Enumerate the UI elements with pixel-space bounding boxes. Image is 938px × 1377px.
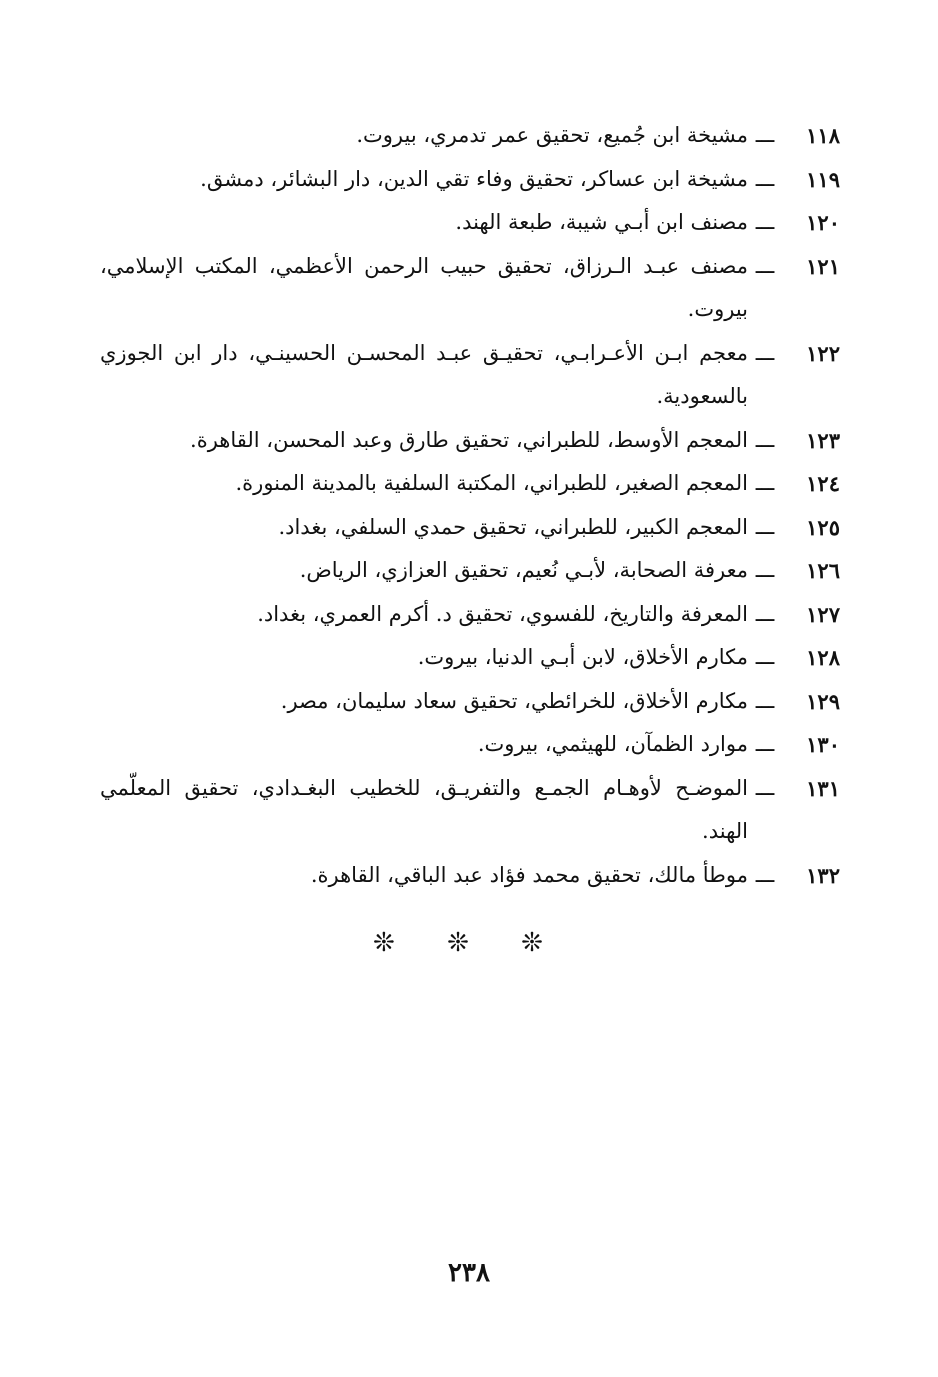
entry-dash: ـــ [755,471,775,495]
entry-dash: ـــ [755,253,775,278]
reference-list [100,114,840,897]
entry-text: الموضـح لأوهـام الجمـع والتفريـق، للخطيب البغـدادي، تحقيق المعلّمي الهند. [100,775,748,843]
entry-number: ١٢١ [806,253,840,279]
entry-number: ١٢٤ [806,471,840,496]
entry-text: المعجم الكبير، للطبراني، تحقيق حمدي السلفي، بغداد. [278,514,748,539]
reference-entry-122 [100,332,840,419]
entry-text: موارد الظمآن، للهيثمي، بيروت. [477,732,748,756]
reference-entry-124 [100,462,840,506]
entry-dash: ـــ [755,645,775,669]
entry-text: المعجم الأوسط، للطبراني، تحقيق طارق وعبد المحسن، القاهرة. [190,427,748,452]
reference-entry-128 [100,636,840,680]
reference-entry-132 [100,854,840,898]
entry-text: مشيخة ابن عساكر، تحقيق وفاء تقي الدين، دار البشائر، دمشق. [200,166,748,191]
entry-text: موطأ مالك، تحقيق محمد فؤاد عبد الباقي، القاهرة. [310,862,748,887]
entry-number: ١٢٣ [806,427,840,453]
entry-number: ١٣١ [806,775,840,801]
entry-text: مصنف عبـد الـرزاق، تحقيق حبيب الرحمن الأعظمي، المكتب الإسلامي، بيروت. [100,253,748,321]
entry-number: ١٣٠ [806,732,840,757]
reference-entry-119 [100,158,840,202]
entry-text: المعجم الصغير، للطبراني، المكتبة السلفية بالمدينة المنورة. [235,471,748,495]
entry-dash: ـــ [755,732,775,756]
entry-number: ١٢٧ [806,601,840,627]
page-number: ٢٣٨ [448,1258,490,1288]
entry-dash: ـــ [755,166,775,191]
reference-entry-123 [100,419,840,463]
reference-entry-118 [100,114,840,158]
reference-entry-131 [100,767,840,854]
reference-entry-126 [100,549,840,593]
entry-text: مكارم الأخلاق، لابن أبـي الدنيا، بيروت. [417,645,748,669]
reference-entry-125 [100,506,840,550]
entry-dash: ـــ [755,514,775,539]
reference-entry-129 [100,680,840,724]
entry-number: ١١٨ [806,123,840,148]
entry-text: معرفة الصحابة، لأبـي نُعيم، تحقيق العزازي، الرياض. [299,558,748,582]
reference-entry-130 [100,723,840,767]
entry-number: ١٣٢ [806,862,840,888]
entry-number: ١٢٩ [806,688,840,714]
entry-dash: ـــ [755,558,775,582]
entry-text: معجم ابـن الأعـرابـي، تحقيـق عبـد المحسـن الحسينـي، دار ابن الجوزي بالسعودية. [100,340,748,408]
entry-dash: ـــ [755,427,775,452]
section-divider-ornament: ❊ ❊ ❊ [373,928,565,958]
entry-dash: ـــ [755,210,775,234]
entry-text: مصنف ابن أبـي شيبة، طبعة الهند. [455,210,748,234]
entry-dash: ـــ [755,775,775,800]
entry-number: ١٢٦ [806,558,840,583]
entry-dash: ـــ [755,862,775,887]
entry-text: مشيخة ابن جُميع، تحقيق عمر تدمري، بيروت. [356,123,748,147]
entry-number: ١٢٠ [806,210,840,235]
reference-entry-120 [100,201,840,245]
entry-text: مكارم الأخلاق، للخرائطي، تحقيق سعاد سليمان، مصر. [280,688,748,713]
entry-text: المعرفة والتاريخ، للفسوي، تحقيق د. أكرم العمري، بغداد. [257,601,748,626]
entry-dash: ـــ [755,123,775,147]
reference-entry-121 [100,245,840,332]
entry-number: ١١٩ [806,166,840,192]
entry-number: ١٢٢ [806,340,840,366]
entry-dash: ـــ [755,601,775,626]
entry-number: ١٢٨ [806,645,840,670]
entry-dash: ـــ [755,340,775,365]
entry-dash: ـــ [755,688,775,713]
entry-number: ١٢٥ [806,514,840,540]
reference-entry-127 [100,593,840,637]
